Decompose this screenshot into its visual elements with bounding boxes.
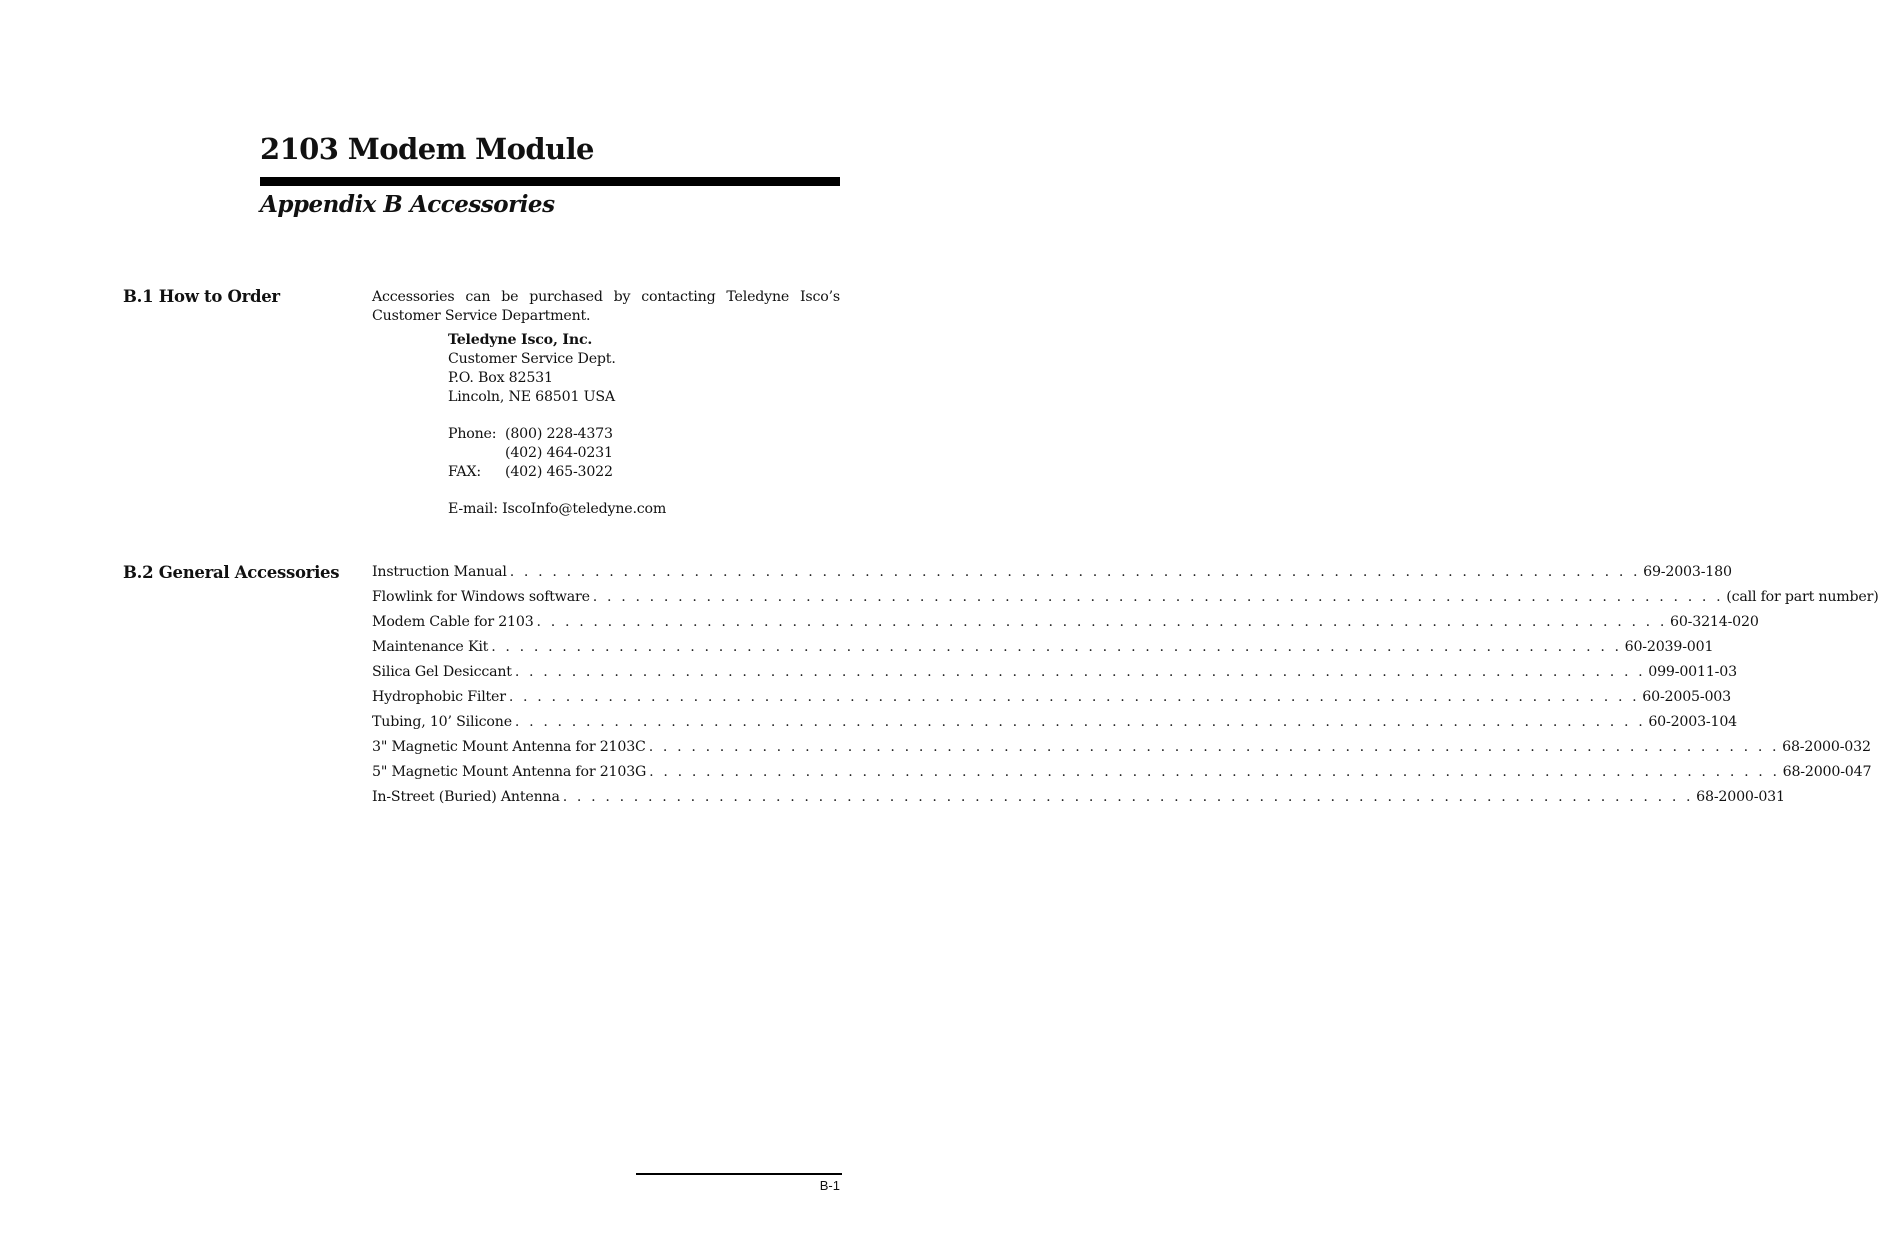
accessory-name: Hydrophobic Filter [372,689,506,705]
accessory-part-number: 68-2000-032 [1782,739,1871,755]
contact-address-block [448,331,666,519]
dot-leader: . . . . . . . . . . . . . . . . . . . . . . . . . . . . . . . . . . . . . . . . . . . . . . . . . . . . . . . . . . . . . . . . . . . . . . . . . . . . . . . . [648,739,1780,755]
accessory-part-number: 60-3214-020 [1670,614,1759,630]
accessory-row [372,614,1759,639]
title-rule [260,177,840,186]
fax-label: FAX: [448,464,481,480]
accessory-part-number: 68-2000-031 [1696,789,1785,805]
email-address: E-mail: IscoInfo@teledyne.com [448,501,667,517]
dot-leader: . . . . . . . . . . . . . . . . . . . . . . . . . . . . . . . . . . . . . . . . . . . . . . . . . . . . . . . . . . . . . . . . . . . . . . . . . . . . . . . . [514,714,1646,730]
accessory-name: Instruction Manual [372,564,507,580]
accessory-name: 3" Magnetic Mount Antenna for 2103C [372,739,646,755]
phone-number-1: (800) 228-4373 [505,426,613,442]
accessory-row [372,764,1872,789]
company-dept: Customer Service Dept. [448,351,616,367]
accessories-list [372,564,1879,814]
accessory-row [372,714,1737,739]
accessory-name: Flowlink for Windows software [372,589,590,605]
company-po-box: P.O. Box 82531 [448,370,553,386]
accessory-name: Tubing, 10’ Silicone [372,714,512,730]
accessory-row [372,689,1731,714]
accessory-part-number: 60-2039-001 [1624,639,1714,655]
accessory-part-number: 60-2005-003 [1642,689,1731,705]
fax-row [448,463,666,482]
accessory-part-number: 69-2003-180 [1643,564,1732,580]
accessory-name: Modem Cable for 2103 [372,614,534,630]
fax-number: (402) 465-3022 [505,464,613,480]
phone-row-2 [448,444,666,463]
phone-number-2: (402) 464-0231 [505,445,613,461]
how-to-order-intro: Accessories can be purchased by contacting Teledyne Isco’s Customer Service Department. [372,289,840,324]
accessory-name: Silica Gel Desiccant [372,664,512,680]
section-heading-how-to-order: B.1 How to Order [123,287,280,306]
accessory-row [372,589,1879,614]
dot-leader: . . . . . . . . . . . . . . . . . . . . . . . . . . . . . . . . . . . . . . . . . . . . . . . . . . . . . . . . . . . . . . . . . . . . . . . . . . . . . . . . [649,764,1780,780]
footer-rule [636,1173,842,1175]
dot-leader: . . . . . . . . . . . . . . . . . . . . . . . . . . . . . . . . . . . . . . . . . . . . . . . . . . . . . . . . . . . . . . . . . . . . . . . . . . . . . . . . [536,614,1668,630]
page-title: 2103 Modem Module [260,132,594,166]
dot-leader: . . . . . . . . . . . . . . . . . . . . . . . . . . . . . . . . . . . . . . . . . . . . . . . . . . . . . . . . . . . . . . . . . . . . . . . . . . . . . . . . [514,664,1646,680]
dot-leader: . . . . . . . . . . . . . . . . . . . . . . . . . . . . . . . . . . . . . . . . . . . . . . . . . . . . . . . . . . . . . . . . . . . . . . . . . . . . . . . . [508,689,1640,705]
accessory-row [372,739,1871,764]
page-number: B-1 [819,1178,840,1193]
accessory-row [372,664,1737,689]
accessory-name: Maintenance Kit [372,639,489,655]
company-name: Teledyne Isco, Inc. [448,332,593,348]
accessory-part-number: (call for part number) [1726,589,1879,605]
accessory-name: 5" Magnetic Mount Antenna for 2103G [372,764,647,780]
accessory-row [372,564,1732,589]
dot-leader: . . . . . . . . . . . . . . . . . . . . . . . . . . . . . . . . . . . . . . . . . . . . . . . . . . . . . . . . . . . . . . . . . . . . . . . . . . . . . . . . [509,564,1641,580]
page-subtitle: Appendix B Accessories [260,191,555,218]
accessory-part-number: 68-2000-047 [1782,764,1872,780]
company-city: Lincoln, NE 68501 USA [448,389,615,405]
phone-label: Phone: [448,426,497,442]
phone-row-1 [448,425,666,444]
dot-leader: . . . . . . . . . . . . . . . . . . . . . . . . . . . . . . . . . . . . . . . . . . . . . . . . . . . . . . . . . . . . . . . . . . . . . . . . . . . . . . . . [592,589,1724,605]
accessory-part-number: 099-0011-03 [1648,664,1737,680]
dot-leader: . . . . . . . . . . . . . . . . . . . . . . . . . . . . . . . . . . . . . . . . . . . . . . . . . . . . . . . . . . . . . . . . . . . . . . . . . . . . . . . . [491,639,1622,655]
dot-leader: . . . . . . . . . . . . . . . . . . . . . . . . . . . . . . . . . . . . . . . . . . . . . . . . . . . . . . . . . . . . . . . . . . . . . . . . . . . . . . . . [562,789,1694,805]
accessory-part-number: 60-2003-104 [1648,714,1737,730]
accessory-row [372,639,1714,664]
section-heading-general-accessories: B.2 General Accessories [123,563,340,582]
accessory-row [372,789,1785,814]
accessory-name: In-Street (Buried) Antenna [372,789,560,805]
